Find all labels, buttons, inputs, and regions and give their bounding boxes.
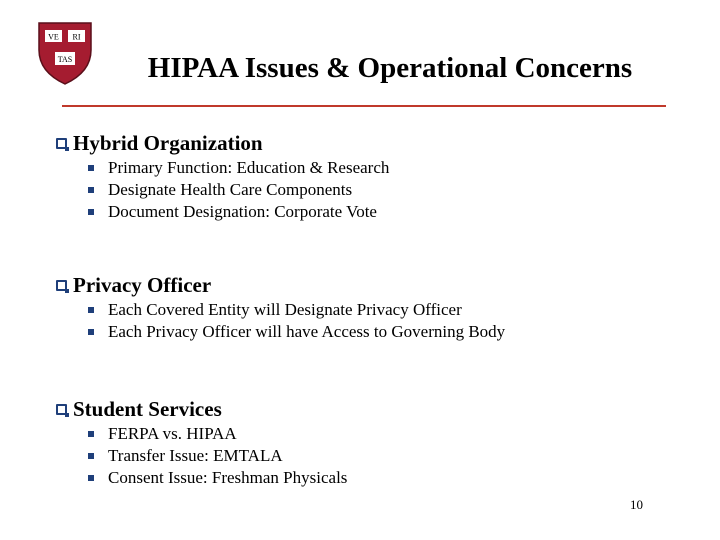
list-item [88, 179, 676, 201]
list-item [88, 157, 676, 179]
list-item-text: Each Covered Entity will Designate Privacy Officer [108, 300, 462, 319]
list-item-text: Consent Issue: Freshman Physicals [108, 468, 348, 487]
checkbox-bullet-icon [56, 280, 67, 291]
logo-text-ve: VE [48, 32, 59, 42]
section-heading-text: Student Services [73, 397, 222, 421]
title-divider [62, 105, 666, 107]
section-heading [56, 129, 676, 157]
list-item-text: Transfer Issue: EMTALA [108, 446, 283, 465]
section-hybrid-organization [56, 129, 676, 223]
list-item [88, 445, 676, 467]
section-heading [56, 395, 676, 423]
list-item-text: Each Privacy Officer will have Access to Governing Body [108, 322, 506, 341]
square-bullet-icon [88, 165, 94, 171]
checkbox-bullet-icon [56, 404, 67, 415]
checkbox-bullet-icon [56, 138, 67, 149]
section-student-services [56, 395, 676, 489]
bullet-list [56, 299, 676, 343]
square-bullet-icon [88, 209, 94, 215]
square-bullet-icon [88, 307, 94, 313]
logo-text-tas: TAS [57, 55, 73, 64]
square-bullet-icon [88, 453, 94, 459]
list-item-text: Primary Function: Education & Research [108, 158, 390, 177]
list-item-text: FERPA vs. HIPAA [108, 424, 237, 443]
list-item [88, 423, 676, 445]
slide-title: HIPAA Issues & Operational Concerns [147, 52, 633, 84]
square-bullet-icon [88, 187, 94, 193]
list-item-text: Document Designation: Corporate Vote [108, 202, 377, 221]
list-item [88, 299, 676, 321]
logo-text-ri: RI [72, 32, 81, 42]
bullet-list [56, 157, 676, 223]
bullet-list [56, 423, 676, 489]
section-privacy-officer [56, 271, 676, 343]
list-item [88, 467, 676, 489]
square-bullet-icon [88, 475, 94, 481]
page-number: 10 [630, 497, 643, 512]
square-bullet-icon [88, 431, 94, 437]
list-item [88, 321, 676, 343]
section-heading-text: Privacy Officer [73, 273, 212, 297]
square-bullet-icon [88, 329, 94, 335]
harvard-shield-icon [36, 20, 94, 86]
list-item [88, 201, 676, 223]
section-heading-text: Hybrid Organization [73, 131, 263, 155]
section-heading [56, 271, 676, 299]
list-item-text: Designate Health Care Components [108, 180, 353, 199]
